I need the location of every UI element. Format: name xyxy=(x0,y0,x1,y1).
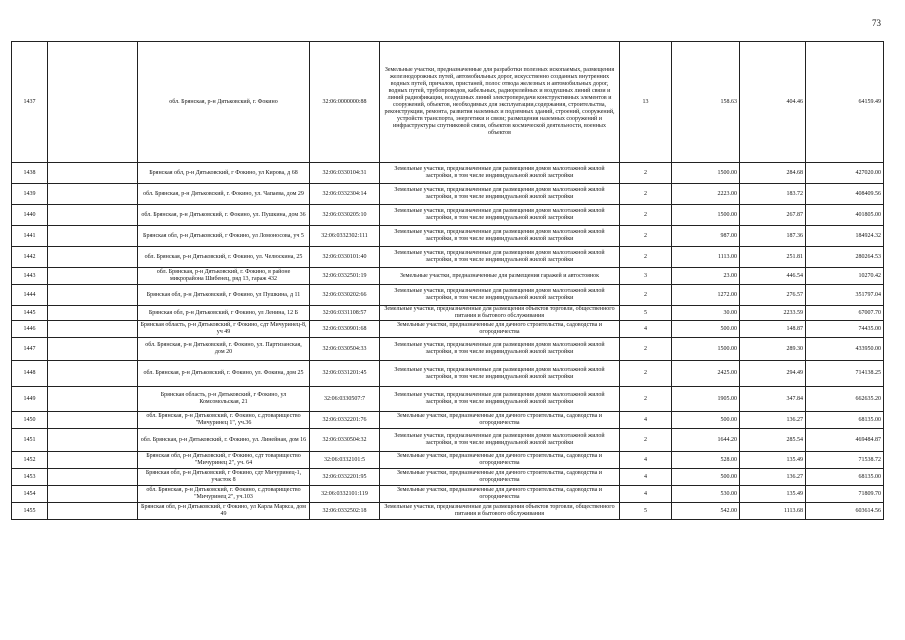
address-cell: Брянская обл, р-н Дятьковский, г Фокино, сдт товарищество "Мичуринец 2", уч. 64 xyxy=(138,452,310,469)
cadastral-number-cell: 32:06:0000000:88 xyxy=(310,42,380,163)
cadastral-number-cell: 32:06:0330504:33 xyxy=(310,338,380,361)
table-row xyxy=(12,486,884,503)
area-cell: 2223.00 xyxy=(672,184,740,205)
area-cell: 1500.00 xyxy=(672,338,740,361)
area-cell: 542.00 xyxy=(672,503,740,520)
page-number: 73 xyxy=(872,18,881,28)
blank-cell xyxy=(48,42,138,163)
table-row xyxy=(12,321,884,338)
row-number: 1438 xyxy=(12,163,48,184)
row-number: 1445 xyxy=(12,306,48,321)
table-row xyxy=(12,452,884,469)
row-number: 1446 xyxy=(12,321,48,338)
address-cell: обл. Брянская, р-н Дятьковский, г. Фокино xyxy=(138,42,310,163)
use-group-cell: 2 xyxy=(620,361,672,387)
specific-value-cell: 294.49 xyxy=(740,361,806,387)
blank-cell xyxy=(48,226,138,247)
area-cell: 1905.00 xyxy=(672,387,740,412)
use-group-cell: 13 xyxy=(620,42,672,163)
cadastral-number-cell: 32:06:0330104:31 xyxy=(310,163,380,184)
cadastral-value-cell: 71809.70 xyxy=(806,486,884,503)
cadastral-number-cell: 32:06:0332501:19 xyxy=(310,268,380,285)
cadastral-number-cell: 32:06:0331108:57 xyxy=(310,306,380,321)
cadastral-number-cell: 32:06:0332101:119 xyxy=(310,486,380,503)
specific-value-cell: 2233.59 xyxy=(740,306,806,321)
specific-value-cell: 404.46 xyxy=(740,42,806,163)
land-use-cell: Земельные участки, предназначенные для размещения домов малоэтажной жилой застройки, в том числе индивидуальной жилой застройки xyxy=(380,285,620,306)
cadastral-value-cell: 603614.56 xyxy=(806,503,884,520)
land-use-cell: Земельные участки, предназначенные для размещения домов малоэтажной жилой застройки, в том числе индивидуальной жилой застройки xyxy=(380,361,620,387)
cadastral-number-cell: 32:06:0330202:66 xyxy=(310,285,380,306)
cadastral-number-cell: 32:06:0331201:45 xyxy=(310,361,380,387)
land-use-cell: Земельные участки, предназначенные для размещения домов малоэтажной жилой застройки, в том числе индивидуальной жилой застройки xyxy=(380,163,620,184)
use-group-cell: 2 xyxy=(620,226,672,247)
row-number: 1448 xyxy=(12,361,48,387)
blank-cell xyxy=(48,247,138,268)
land-use-cell: Земельные участки, предназначенные для дачного строительства, садоводства и огородничества xyxy=(380,321,620,338)
blank-cell xyxy=(48,338,138,361)
address-cell: обл. Брянская, р-н Дятьковский, г. Фокино, с.дтоварищество "Мичуринец 2", уч.103 xyxy=(138,486,310,503)
cadastral-number-cell: 32:06:0330205:10 xyxy=(310,205,380,226)
cadastral-number-cell: 32:06:0332502:18 xyxy=(310,503,380,520)
specific-value-cell: 135.49 xyxy=(740,452,806,469)
row-number: 1442 xyxy=(12,247,48,268)
address-cell: Брянская область, р-н Дятьковский, г Фокино, сдт Мичуринец-8, уч 49 xyxy=(138,321,310,338)
area-cell: 528.00 xyxy=(672,452,740,469)
table-row xyxy=(12,387,884,412)
cadastral-value-cell: 64159.49 xyxy=(806,42,884,163)
table-row xyxy=(12,184,884,205)
cadastral-number-cell: 32:06:0330504:32 xyxy=(310,429,380,452)
blank-cell xyxy=(48,321,138,338)
use-group-cell: 4 xyxy=(620,321,672,338)
area-cell: 500.00 xyxy=(672,412,740,429)
address-cell: Брянская область, р-н Дятьковский, г Фокино, ул Комсомольская, 21 xyxy=(138,387,310,412)
table-row xyxy=(12,429,884,452)
row-number: 1454 xyxy=(12,486,48,503)
table-row xyxy=(12,42,884,163)
cadastral-value-cell: 469484.87 xyxy=(806,429,884,452)
land-use-cell: Земельные участки, предназначенные для дачного строительства, садоводства и огородничества xyxy=(380,469,620,486)
row-number: 1440 xyxy=(12,205,48,226)
blank-cell xyxy=(48,387,138,412)
specific-value-cell: 267.87 xyxy=(740,205,806,226)
cadastral-value-cell: 433950.00 xyxy=(806,338,884,361)
specific-value-cell: 136.27 xyxy=(740,469,806,486)
address-cell: Брянская обл, р-н Дятьковский, г Фокино, сдт Мичуринец-1, участок 8 xyxy=(138,469,310,486)
area-cell: 1500.00 xyxy=(672,163,740,184)
land-use-cell: Земельные участки, предназначенные для разработки полезных ископаемых, размещения железнодорожных путей, автомобильных дорог, искусственно созданных внутренних водных путей, причалов, пристаней, полос отвода железных и автомобильных дорог, водных путей, трубопроводов, кабельных, радиорелейных и воздушных линий связи и линий радиофикации, воздушных линий электропередачи конструктивных элементов и сооружений, объектов, необходимых для эксплуатации,содержания, строительства, реконструкции, ремонта, развития наземных и подземных зданий, строений, сооружений, устройств транспорта, энергетики и связи; размещения наземных сооружений и инфраструктуры спутниковой связи, объектов космической деятельности, военных объектов xyxy=(380,42,620,163)
use-group-cell: 2 xyxy=(620,163,672,184)
cadastral-number-cell: 32:06:0330507:7 xyxy=(310,387,380,412)
land-use-cell: Земельные участки, предназначенные для размещения домов малоэтажной жилой застройки, в том числе индивидуальной жилой застройки xyxy=(380,429,620,452)
blank-cell xyxy=(48,163,138,184)
land-use-cell: Земельные участки, предназначенные для дачного строительства, садоводства и огородничества xyxy=(380,486,620,503)
land-use-cell: Земельные участки, предназначенные для дачного строительства, садоводства и огородничества xyxy=(380,452,620,469)
land-use-cell: Земельные участки, предназначенные для размещения домов малоэтажной жилой застройки, в том числе индивидуальной жилой застройки xyxy=(380,387,620,412)
cadastral-value-cell: 351797.04 xyxy=(806,285,884,306)
cadastral-value-cell: 427020.00 xyxy=(806,163,884,184)
address-cell: обл. Брянская, р-н Дятьковский, г. Фокино, ул. Чапаева, дом 29 xyxy=(138,184,310,205)
blank-cell xyxy=(48,429,138,452)
address-cell: обл. Брянская, р-н Дятьковский, г. Фокино, ул. Партизанская, дом 20 xyxy=(138,338,310,361)
blank-cell xyxy=(48,503,138,520)
land-use-cell: Земельные участки, предназначенные для размещения домов малоэтажной жилой застройки, в том числе индивидуальной жилой застройки xyxy=(380,247,620,268)
row-number: 1450 xyxy=(12,412,48,429)
cadastral-value-cell: 10270.42 xyxy=(806,268,884,285)
cadastral-value-cell: 280264.53 xyxy=(806,247,884,268)
use-group-cell: 2 xyxy=(620,429,672,452)
area-cell: 1272.00 xyxy=(672,285,740,306)
specific-value-cell: 183.72 xyxy=(740,184,806,205)
specific-value-cell: 285.54 xyxy=(740,429,806,452)
specific-value-cell: 251.81 xyxy=(740,247,806,268)
area-cell: 23.00 xyxy=(672,268,740,285)
cadastral-value-cell: 71538.72 xyxy=(806,452,884,469)
area-cell: 530.00 xyxy=(672,486,740,503)
cadastral-value-cell: 68135.00 xyxy=(806,469,884,486)
cadastral-value-cell: 401805.00 xyxy=(806,205,884,226)
cadastral-number-cell: 32:06:0330101:40 xyxy=(310,247,380,268)
table-row xyxy=(12,226,884,247)
land-use-cell: Земельные участки, предназначенные для размещения объектов торговли, общественного питания и бытового обслуживания xyxy=(380,306,620,321)
use-group-cell: 3 xyxy=(620,268,672,285)
row-number: 1449 xyxy=(12,387,48,412)
table-row xyxy=(12,268,884,285)
area-cell: 1500.00 xyxy=(672,205,740,226)
table-row xyxy=(12,306,884,321)
use-group-cell: 5 xyxy=(620,306,672,321)
specific-value-cell: 284.68 xyxy=(740,163,806,184)
row-number: 1452 xyxy=(12,452,48,469)
specific-value-cell: 276.57 xyxy=(740,285,806,306)
cadastral-number-cell: 32:06:0330901:68 xyxy=(310,321,380,338)
row-number: 1437 xyxy=(12,42,48,163)
cadastral-value-cell: 184924.32 xyxy=(806,226,884,247)
table-row xyxy=(12,247,884,268)
address-cell: обл. Брянская, р-н Дятьковский, г. Фокино, ул. Челюскина, 25 xyxy=(138,247,310,268)
address-cell: обл. Брянская, р-н Дятьковский, г. Фокино, в районе микрорайона Шибенец, ряд 13, гараж 432 xyxy=(138,268,310,285)
specific-value-cell: 187.36 xyxy=(740,226,806,247)
use-group-cell: 2 xyxy=(620,205,672,226)
use-group-cell: 4 xyxy=(620,412,672,429)
address-cell: обл. Брянская, р-н Дятьковский, г. Фокино, ул. Линейная, дом 16 xyxy=(138,429,310,452)
table-row xyxy=(12,163,884,184)
use-group-cell: 4 xyxy=(620,452,672,469)
address-cell: Брянская обл, р-н Дятьковский, г Фокино, ул Пушкина, д 11 xyxy=(138,285,310,306)
blank-cell xyxy=(48,306,138,321)
specific-value-cell: 446.54 xyxy=(740,268,806,285)
row-number: 1443 xyxy=(12,268,48,285)
table-row xyxy=(12,338,884,361)
cadastral-value-cell: 662635.20 xyxy=(806,387,884,412)
table-row xyxy=(12,285,884,306)
blank-cell xyxy=(48,361,138,387)
cadastral-number-cell: 32:06:0332201:76 xyxy=(310,412,380,429)
row-number: 1441 xyxy=(12,226,48,247)
area-cell: 1113.00 xyxy=(672,247,740,268)
cadastral-value-table xyxy=(11,41,884,520)
cadastral-value-cell: 408409.56 xyxy=(806,184,884,205)
address-cell: обл. Брянская, р-н Дятьковский, г. Фокино, с.дтоварищество "Мичуринец 1", уч.36 xyxy=(138,412,310,429)
area-cell: 500.00 xyxy=(672,321,740,338)
use-group-cell: 2 xyxy=(620,184,672,205)
row-number: 1455 xyxy=(12,503,48,520)
land-use-cell: Земельные участки, предназначенные для размещения объектов торговли, общественного питания и бытового обслуживания xyxy=(380,503,620,520)
blank-cell xyxy=(48,469,138,486)
use-group-cell: 4 xyxy=(620,486,672,503)
table-row xyxy=(12,469,884,486)
blank-cell xyxy=(48,452,138,469)
use-group-cell: 2 xyxy=(620,387,672,412)
table-row xyxy=(12,205,884,226)
land-use-cell: Земельные участки, предназначенные для размещения домов малоэтажной жилой застройки, в том числе индивидуальной жилой застройки xyxy=(380,338,620,361)
use-group-cell: 2 xyxy=(620,285,672,306)
row-number: 1453 xyxy=(12,469,48,486)
area-cell: 2425.00 xyxy=(672,361,740,387)
cadastral-number-cell: 32:06:0332101:5 xyxy=(310,452,380,469)
cadastral-number-cell: 32:06:0332201:95 xyxy=(310,469,380,486)
specific-value-cell: 289.30 xyxy=(740,338,806,361)
cadastral-value-cell: 74435.00 xyxy=(806,321,884,338)
land-use-cell: Земельные участки, предназначенные для размещения домов малоэтажной жилой застройки, в том числе индивидуальной жилой застройки xyxy=(380,226,620,247)
table-row xyxy=(12,361,884,387)
row-number: 1444 xyxy=(12,285,48,306)
blank-cell xyxy=(48,285,138,306)
land-use-cell: Земельные участки, предназначенные для размещения гаражей и автостоянок xyxy=(380,268,620,285)
address-cell: Брянская обл, р-н Дятьковский, г Фокино, ул Кирова, д 68 xyxy=(138,163,310,184)
address-cell: Брянская обл, р-н Дятьковский, г Фокино, ул Карла Маркса, дом 49 xyxy=(138,503,310,520)
table-row xyxy=(12,412,884,429)
blank-cell xyxy=(48,268,138,285)
address-cell: Брянская обл, р-н Дятьковский, г Фокино, ул Ломоносова, уч 5 xyxy=(138,226,310,247)
use-group-cell: 4 xyxy=(620,469,672,486)
blank-cell xyxy=(48,184,138,205)
row-number: 1451 xyxy=(12,429,48,452)
land-use-cell: Земельные участки, предназначенные для размещения домов малоэтажной жилой застройки, в том числе индивидуальной жилой застройки xyxy=(380,184,620,205)
specific-value-cell: 136.27 xyxy=(740,412,806,429)
address-cell: Брянская обл, р-н Дятьковский, г Фокино, ул Ленина, 12 Б xyxy=(138,306,310,321)
area-cell: 30.00 xyxy=(672,306,740,321)
cadastral-number-cell: 32:06:0332304:14 xyxy=(310,184,380,205)
cadastral-value-cell: 714138.25 xyxy=(806,361,884,387)
cadastral-value-cell: 67007.70 xyxy=(806,306,884,321)
row-number: 1439 xyxy=(12,184,48,205)
area-cell: 500.00 xyxy=(672,469,740,486)
specific-value-cell: 1113.68 xyxy=(740,503,806,520)
blank-cell xyxy=(48,412,138,429)
use-group-cell: 5 xyxy=(620,503,672,520)
address-cell: обл. Брянская, р-н Дятьковский, г. Фокино, ул. Пушкина, дом 36 xyxy=(138,205,310,226)
area-cell: 987.00 xyxy=(672,226,740,247)
row-number: 1447 xyxy=(12,338,48,361)
cadastral-value-cell: 68135.00 xyxy=(806,412,884,429)
cadastral-number-cell: 32:06:0332302:111 xyxy=(310,226,380,247)
area-cell: 1644.20 xyxy=(672,429,740,452)
specific-value-cell: 135.49 xyxy=(740,486,806,503)
land-use-cell: Земельные участки, предназначенные для дачного строительства, садоводства и огородничества xyxy=(380,412,620,429)
area-cell: 158.63 xyxy=(672,42,740,163)
use-group-cell: 2 xyxy=(620,338,672,361)
blank-cell xyxy=(48,205,138,226)
use-group-cell: 2 xyxy=(620,247,672,268)
specific-value-cell: 148.87 xyxy=(740,321,806,338)
address-cell: обл. Брянская, р-н Дятьковский, г. Фокино, ул. Фокина, дом 25 xyxy=(138,361,310,387)
blank-cell xyxy=(48,486,138,503)
table-row xyxy=(12,503,884,520)
land-use-cell: Земельные участки, предназначенные для размещения домов малоэтажной жилой застройки, в том числе индивидуальной жилой застройки xyxy=(380,205,620,226)
specific-value-cell: 347.84 xyxy=(740,387,806,412)
